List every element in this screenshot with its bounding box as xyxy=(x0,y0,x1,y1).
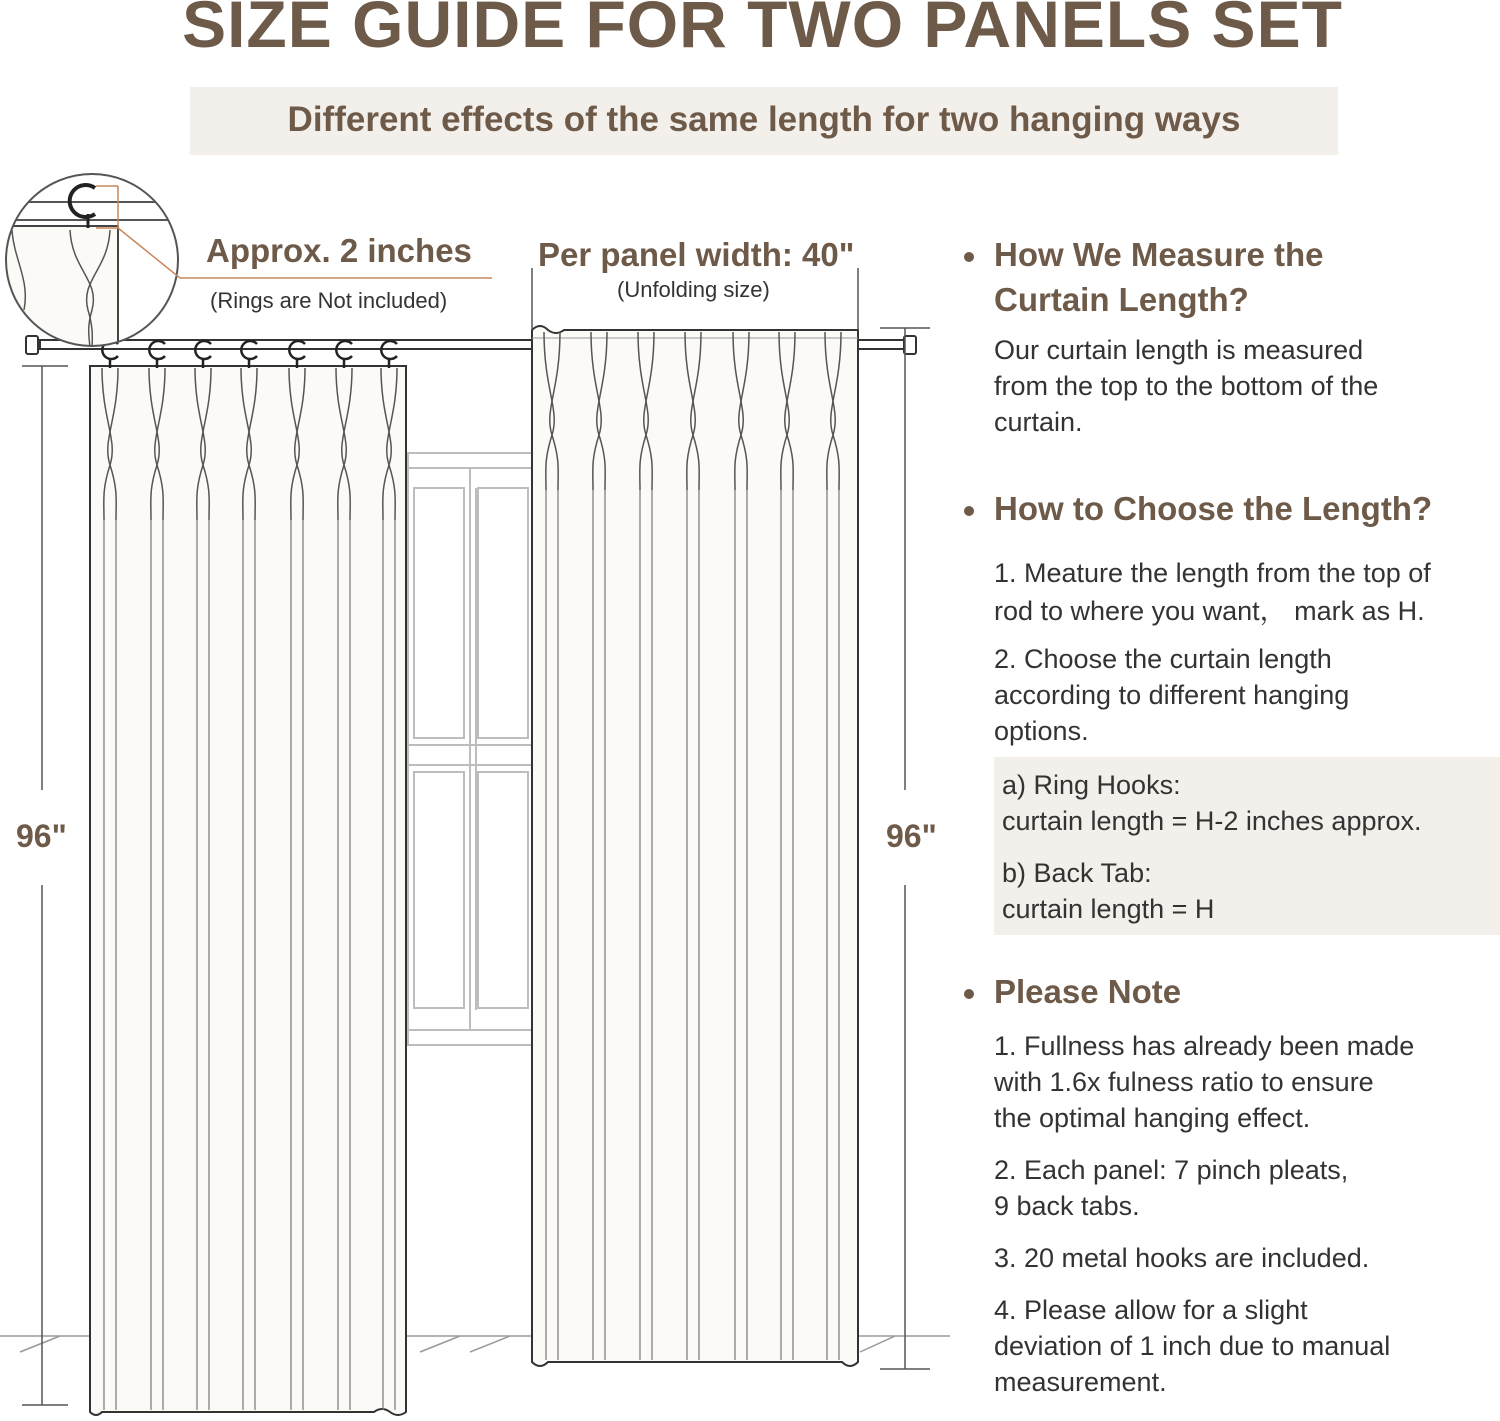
choose-step2-line: options. xyxy=(994,716,1089,746)
ring-gap-label: Approx. 2 inches xyxy=(206,232,472,269)
choose-step1-line: rod to where you want， mark as H. xyxy=(994,596,1425,626)
left-curtain-panel xyxy=(90,341,406,1415)
option-b-line: curtain length = H xyxy=(1002,894,1215,924)
measure-heading-line: Curtain Length? xyxy=(994,281,1249,318)
measure-heading-line: How We Measure the xyxy=(994,236,1324,273)
panel-width-label: Per panel width: 40" xyxy=(538,236,855,273)
choose-heading xyxy=(960,486,1500,531)
note-4-line: measurement. xyxy=(994,1367,1167,1397)
option-b-line: b) Back Tab: xyxy=(1002,858,1152,888)
note-2-line: 2. Each panel: 7 pinch pleats, xyxy=(994,1155,1349,1185)
note-heading-text: Please Note xyxy=(994,973,1182,1010)
bullet-dot xyxy=(964,252,974,262)
window-frame xyxy=(408,453,532,1045)
option-a-line: a) Ring Hooks: xyxy=(1002,770,1181,800)
measure-heading xyxy=(960,232,1500,322)
measure-text-line: Our curtain length is measured xyxy=(994,335,1364,365)
left-length-dimension xyxy=(22,366,68,1405)
ring-magnifier xyxy=(0,174,200,350)
info-column xyxy=(960,232,1500,1400)
rings-not-included-note: (Rings are Not included) xyxy=(210,288,448,313)
note-4-line: deviation of 1 inch due to manual xyxy=(994,1331,1391,1361)
unfolding-size-note: (Unfolding size) xyxy=(617,277,770,302)
page-title: SIZE GUIDE FOR TWO PANELS SET xyxy=(182,0,1343,61)
choose-heading-text: How to Choose the Length? xyxy=(994,490,1433,527)
curtain-illustration xyxy=(0,165,950,1421)
measure-text-line: curtain. xyxy=(994,407,1083,437)
left-length-label: 96" xyxy=(16,818,67,854)
choose-step1-line: 1. Meature the length from the top of xyxy=(994,558,1431,588)
option-a-line: curtain length = H-2 inches approx. xyxy=(1002,806,1422,836)
bullet-dot xyxy=(964,506,974,516)
right-length-label: 96" xyxy=(886,818,937,854)
note-1-line: 1. Fullness has already been made xyxy=(994,1031,1415,1061)
note-1-line: the optimal hanging effect. xyxy=(994,1103,1311,1133)
hanging-options-box xyxy=(994,757,1500,935)
note-heading xyxy=(960,969,1500,1014)
measure-text-line: from the top to the bottom of the xyxy=(994,371,1379,401)
right-curtain-panel xyxy=(532,326,858,1366)
choose-step2-line: according to different hanging xyxy=(994,680,1350,710)
choose-step2-line: 2. Choose the curtain length xyxy=(994,644,1332,674)
note-1-line: with 1.6x fulness ratio to ensure xyxy=(994,1067,1374,1097)
note-4-line: 4. Please allow for a slight xyxy=(994,1295,1308,1325)
subtitle-banner: Different effects of the same length for two hanging ways xyxy=(190,87,1338,155)
note-3-line: 3. 20 metal hooks are included. xyxy=(994,1243,1370,1273)
note-2-line: 9 back tabs. xyxy=(994,1191,1140,1221)
bullet-dot xyxy=(964,989,974,999)
